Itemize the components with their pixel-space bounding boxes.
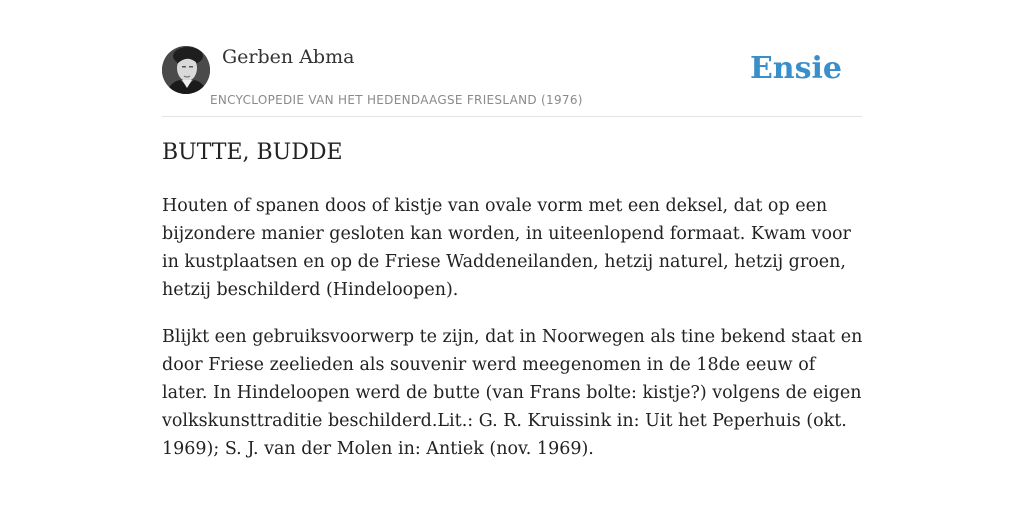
author-portrait-icon — [162, 46, 210, 94]
author-name[interactable]: Gerben Abma — [222, 46, 355, 68]
article-title: BUTTE, BUDDE — [162, 140, 343, 165]
source-title[interactable]: ENCYCLOPEDIE VAN HET HEDENDAAGSE FRIESLAND (1976) — [210, 93, 583, 107]
ensie-logo[interactable]: Ensie — [749, 51, 842, 86]
paragraph: Houten of spanen doos of kistje van ovale vorm met een deksel, dat op een bijzondere manier gesloten kan worden, in uiteenlopend formaat. Kwam voor in kustplaatsen en op de Friese Waddeneilanden, hetzij naturel, hetzij groen, hetzij beschilderd (Hindeloopen). — [162, 196, 851, 300]
article-body — [162, 192, 866, 482]
paragraph: Blijkt een gebruiksvoorwerp te zijn, dat in Noorwegen als tine bekend staat en door Friese zeelieden als souvenir werd meegenomen in de 18de eeuw of later. In Hindeloopen werd de butte (van Frans bolte: kistje?) volgens de eigen volkskunsttraditie beschilderd.Lit.: G. R. Kruissink in: Uit het Peperhuis (okt. 1969); S. J. van der Molen in: Antiek (nov. 1969). — [162, 327, 863, 459]
author-avatar[interactable] — [162, 46, 210, 94]
header — [162, 46, 862, 117]
